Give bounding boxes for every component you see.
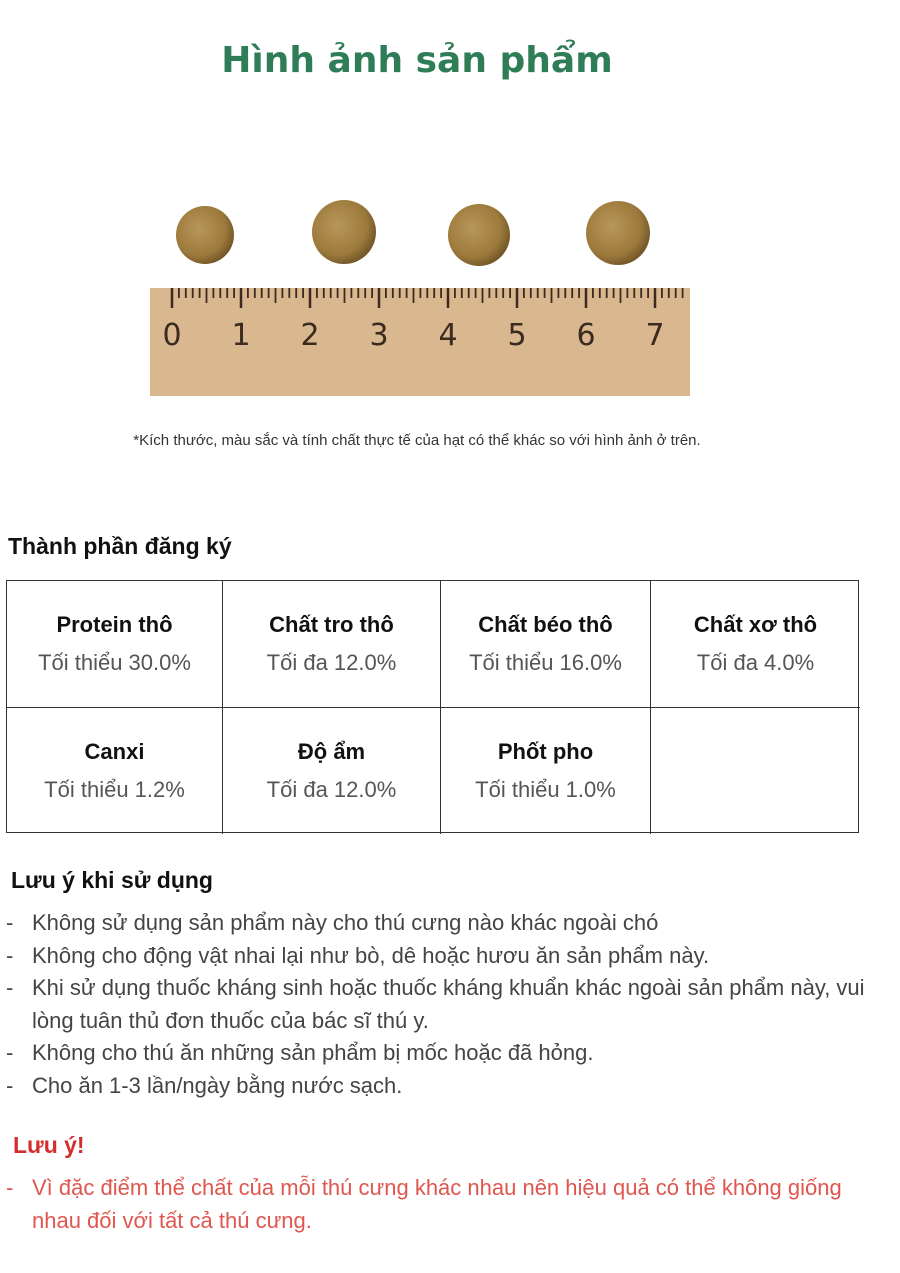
- composition-cell-empty: [651, 708, 860, 834]
- usage-heading: Lưu ý khi sử dụng: [11, 867, 213, 893]
- ruler-number: 0: [162, 318, 182, 353]
- list-item: [6, 1070, 886, 1103]
- usage-text: Cho ăn 1-3 lần/ngày bằng nước sạch.: [32, 1072, 403, 1098]
- nutrient-value: Tối thiểu 1.0%: [475, 777, 616, 802]
- ruler-number: 4: [438, 318, 458, 353]
- nutrient-value: Tối thiểu 16.0%: [469, 650, 622, 675]
- nutrient-value: Tối thiểu 1.2%: [44, 777, 185, 802]
- bullet-dash: -: [6, 1040, 14, 1065]
- kibble-pieces: [176, 200, 650, 266]
- ruler-number: 7: [645, 318, 665, 353]
- warning-text: Vì đặc điểm thể chất của mỗi thú cưng khác nhau nên hiệu quả có thể không giống nhau đối với tất cả thú cưng.: [32, 1175, 842, 1233]
- warning-list: [6, 1172, 846, 1237]
- list-item: [6, 907, 886, 940]
- usage-text: Không sử dụng sản phẩm này cho thú cưng nào khác ngoài chó: [32, 910, 659, 935]
- bullet-dash: -: [6, 1072, 14, 1098]
- list-item: [6, 972, 886, 1037]
- nutrient-value: Tối đa 12.0%: [266, 777, 397, 802]
- composition-cell: [223, 708, 441, 834]
- warning-heading: Lưu ý!: [13, 1132, 85, 1158]
- nutrient-name: Chất xơ thô: [693, 612, 818, 637]
- image-disclaimer: *Kích thước, màu sắc và tính chất thực tế của hạt có thể khác so với hình ảnh ở trên.: [133, 432, 701, 449]
- composition-cell: [7, 708, 223, 834]
- usage-text: Không cho thú ăn những sản phẩm bị mốc hoặc đã hỏng.: [32, 1040, 594, 1065]
- usage-text: Khi sử dụng thuốc kháng sinh hoặc thuốc kháng khuẩn khác ngoài sản phẩm này, vui lòng tuân thủ đơn thuốc của bác sĩ thú y.: [32, 975, 865, 1033]
- kibble-1: [176, 206, 234, 264]
- nutrient-name: Phốt pho: [497, 739, 594, 764]
- usage-list: [6, 907, 886, 1102]
- nutrient-value: Tối đa 12.0%: [266, 650, 397, 675]
- bullet-dash: -: [6, 975, 14, 1000]
- nutrient-value: Tối đa 4.0%: [696, 650, 815, 675]
- composition-cell: [441, 581, 651, 708]
- bullet-dash: -: [6, 942, 14, 968]
- nutrient-name: Protein thô: [56, 612, 173, 637]
- nutrient-name: Chất béo thô: [478, 612, 613, 637]
- composition-cell: [651, 581, 860, 708]
- ruler-number: 2: [300, 318, 320, 353]
- composition-cell: [223, 581, 441, 708]
- nutrient-name: Độ ẩm: [297, 739, 366, 764]
- composition-heading: Thành phần đăng ký: [8, 533, 232, 559]
- bullet-dash: -: [6, 910, 14, 935]
- page-title: Hình ảnh sản phẩm: [221, 40, 613, 81]
- bullet-dash: -: [6, 1175, 14, 1200]
- product-image: [148, 195, 693, 400]
- ruler-number: 1: [231, 318, 251, 353]
- list-item: [6, 940, 886, 973]
- kibble-3: [448, 204, 510, 266]
- usage-text: Không cho động vật nhai lại như bò, dê hoặc hươu ăn sản phẩm này.: [32, 942, 710, 968]
- composition-cell: [441, 708, 651, 834]
- nutrient-name: Canxi: [84, 739, 145, 764]
- composition-table: [6, 580, 859, 833]
- composition-cell: [7, 581, 223, 708]
- kibble-4: [586, 201, 650, 265]
- ruler-number: 3: [369, 318, 389, 353]
- nutrient-value: Tối thiểu 30.0%: [38, 650, 191, 675]
- kibble-2: [312, 200, 376, 264]
- list-item: [6, 1172, 846, 1237]
- ruler-number: 6: [576, 318, 596, 353]
- ruler-number: 5: [507, 318, 527, 353]
- list-item: [6, 1037, 886, 1070]
- nutrient-name: Chất tro thô: [269, 612, 394, 637]
